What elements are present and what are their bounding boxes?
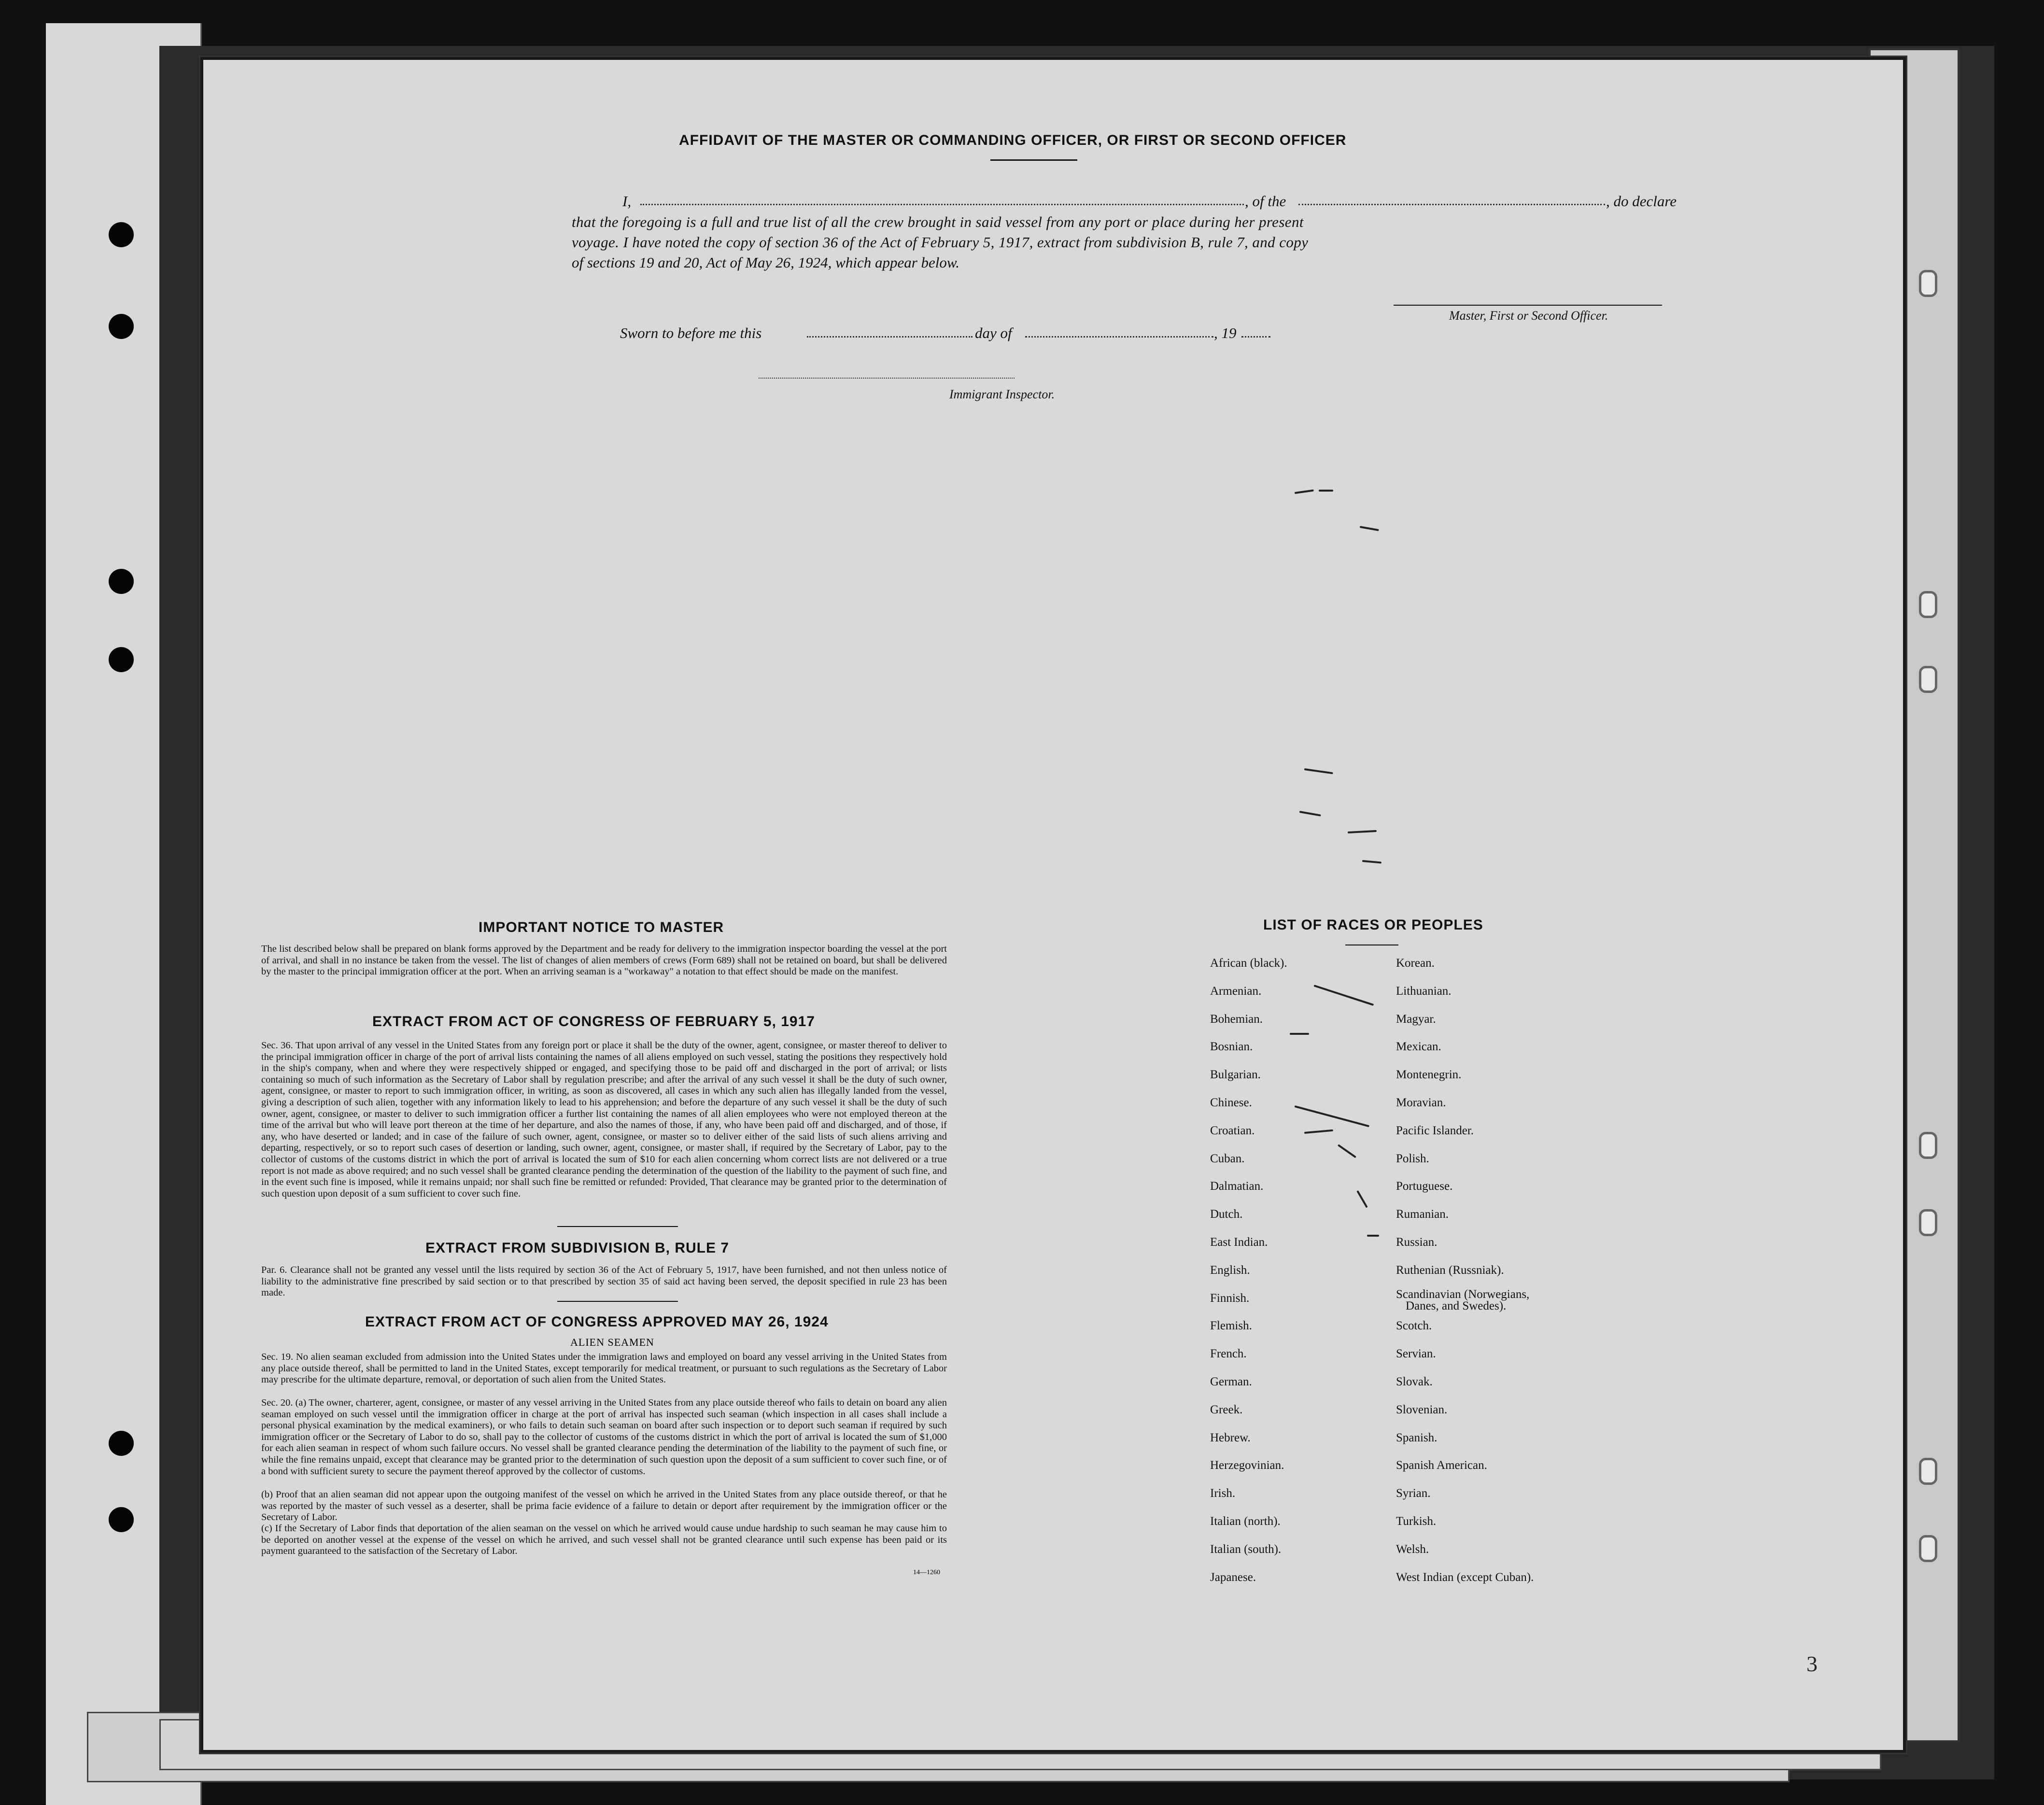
race-item: Hebrew. bbox=[1210, 1431, 1251, 1444]
race-item: Croatian. bbox=[1210, 1124, 1255, 1137]
extract-1917-title: EXTRACT FROM ACT OF CONGRESS OF FEBRUARY 5, 1917 bbox=[372, 1014, 815, 1029]
race-item: Scandinavian (Norwegians, bbox=[1396, 1287, 1530, 1301]
rule7-text: Par. 6. Clearance shall not be granted any vessel until the lists required by section 36 of the Act of February 5, 1917, have been furnished, and not then unless notice of liability to the administrative fine prescribed by said section or to that prescribed by section 35 of said act having been served, the deposit specified in rule 23 has been made. bbox=[261, 1265, 947, 1298]
stray-mark bbox=[1356, 1190, 1367, 1208]
affidavit-title: AFFIDAVIT OF THE MASTER OR COMMANDING OFFICER, OR FIRST OR SECOND OFFICER bbox=[679, 132, 1347, 148]
master-label: Master, First or Second Officer. bbox=[1449, 309, 1608, 323]
stray-mark bbox=[1304, 1129, 1333, 1134]
race-item: Bosnian. bbox=[1210, 1040, 1253, 1054]
race-item: Moravian. bbox=[1396, 1096, 1446, 1109]
binder-ring bbox=[1919, 270, 1937, 297]
race-item: Mexican. bbox=[1396, 1040, 1441, 1054]
inspector-signature-line bbox=[759, 378, 1015, 379]
race-item: African (black). bbox=[1210, 957, 1287, 970]
race-item: Dalmatian. bbox=[1210, 1180, 1264, 1193]
punch-hole bbox=[109, 1507, 134, 1532]
punch-hole bbox=[109, 647, 134, 672]
affidavit-declare: , do declare bbox=[1606, 193, 1677, 210]
race-item: Turkish. bbox=[1396, 1515, 1437, 1528]
race-item: German. bbox=[1210, 1375, 1252, 1388]
punch-hole bbox=[109, 1431, 134, 1456]
margin-mark: 3 bbox=[1806, 1651, 1818, 1676]
race-item: Korean. bbox=[1396, 957, 1435, 970]
stray-mark bbox=[1348, 830, 1377, 833]
section-rule bbox=[557, 1226, 678, 1227]
rule7-title: EXTRACT FROM SUBDIVISION B, RULE 7 bbox=[425, 1240, 730, 1256]
title-underline bbox=[990, 159, 1077, 161]
binder-ring bbox=[1919, 1535, 1937, 1562]
stray-mark bbox=[1295, 489, 1314, 494]
stray-mark bbox=[1290, 1033, 1309, 1035]
race-item: Chinese. bbox=[1210, 1096, 1252, 1109]
affidavit-i: I, bbox=[622, 193, 632, 210]
sec20c-text: (c) If the Secretary of Labor finds that deportation of the alien seaman on the vessel on which he arrived would cause undue hardship to such seaman he may cause him to be deported on another vessel at the expense of the vessel on which he arrived, and such vessel shall not be granted clearance until such expense has been paid or its payment guaranteed to the satisfaction of the Secretary of Labor. bbox=[261, 1523, 947, 1557]
stray-mark bbox=[1319, 490, 1333, 492]
race-item: Montenegrin. bbox=[1396, 1068, 1462, 1082]
sec20a-text: Sec. 20. (a) The owner, charterer, agent, consignee, or master of any vessel arriving in the United States from any place outside thereof who fails to detain on board any alien seaman employed on such vessel until the immigration officer in charge at the port of arrival has inspected such seaman (which inspection in all cases shall include a personal physical examination by the medical examiners), or who fails to detain such seaman on board after such inspection or to deport such seaman if required by such immigration officer or the Secretary of Labor to do so, shall pay to the collector of customs of the customs district in which the port of arrival is located the sum of $1,000 for each alien seaman in respect of whom such failure occurs. No vessel shall be granted clearance pending the determination of the liability to the payment of such fine, or while the fine remains unpaid, except that clearance may be granted prior to the determination of such question upon the deposit of a sum sufficient to cover such fine, or of a bond with sufficient surety to secure the payment thereof approved by the collector of customs. bbox=[261, 1397, 947, 1477]
race-item: Armenian. bbox=[1210, 984, 1262, 998]
race-item: Magyar. bbox=[1396, 1012, 1436, 1026]
affidavit-line4: of sections 19 and 20, Act of May 26, 1924, which appear below. bbox=[572, 254, 960, 271]
year-blank bbox=[1241, 336, 1270, 338]
binder-ring bbox=[1919, 591, 1937, 618]
race-item: Herzegovinian. bbox=[1210, 1459, 1284, 1472]
binder-ring bbox=[1919, 1209, 1937, 1236]
race-item: Rumanian. bbox=[1396, 1208, 1449, 1221]
sec20b-text: (b) Proof that an alien seaman did not appear upon the outgoing manifest of the vessel on which he arrived in the United States from any place outside thereof, or that he was reported by the master of such vessel as a deserter, shall be prima facie evidence of a failure to detain or deport after requirement by the immigration officer or the Secretary of Labor. bbox=[261, 1489, 947, 1523]
punch-hole bbox=[109, 569, 134, 594]
race-item: Italian (south). bbox=[1210, 1542, 1282, 1556]
affidavit-of-the: , of the bbox=[1245, 193, 1286, 210]
race-item: Spanish. bbox=[1396, 1431, 1438, 1444]
stray-mark bbox=[1360, 526, 1379, 531]
race-item: Greek. bbox=[1210, 1403, 1243, 1416]
race-item: West Indian (except Cuban). bbox=[1396, 1570, 1534, 1584]
race-item: Pacific Islander. bbox=[1396, 1124, 1474, 1137]
race-item: Scotch. bbox=[1396, 1319, 1432, 1333]
name-blank bbox=[640, 204, 1244, 205]
sworn-prefix: Sworn to before me this bbox=[620, 324, 762, 341]
month-blank bbox=[1025, 336, 1213, 338]
notice-text: The list described below shall be prepared on blank forms approved by the Department and be ready for delivery to the immigration inspector boarding the vessel at the port of arrival, and shall in no instance be taken from the vessel. The list of changes of alien members of crews (Form 689) shall not be retained on board, but shall be delivered by the master to the principal immigration officer at the port. When an arriving seaman is a "workaway" a notation to that effect should be made on the manifest. bbox=[261, 944, 947, 977]
race-scandinavian-cont: Danes, and Swedes). bbox=[1406, 1299, 1507, 1312]
race-item: Dutch. bbox=[1210, 1208, 1243, 1221]
race-item: Slovak. bbox=[1396, 1375, 1433, 1388]
stray-mark bbox=[1338, 1144, 1356, 1158]
affidavit-line3: voyage. I have noted the copy of section 36 of the Act of February 5, 1917, extract from subdivision B, rule 7, and copy bbox=[572, 234, 1309, 251]
sworn-year: , 19 bbox=[1214, 324, 1237, 341]
race-item: Slovenian. bbox=[1396, 1403, 1448, 1416]
race-item: Flemish. bbox=[1210, 1319, 1252, 1333]
extract-1917-text: Sec. 36. That upon arrival of any vessel in the United States from any foreign port or place it shall be the duty of the owner, agent, consignee, or master thereof to deliver to the principal immigration officer in charge of the port of arrival lists containing the names of all aliens employed on such vessel, stating the positions they respectively hold in the ship's company, when and where they were respectively shipped or engaged, and specifying those to be paid off and discharged in the port of arrival; or lists containing so much of such information as the Secretary of Labor shall by regulation prescribe; and after the arrival of any such vessel it shall be the duty of such owner, agent, consignee, or master to report to such immigration officer, in writing, as soon as discovered, all cases in which any such alien has illegally landed from the vessel, giving a description of such alien, together with any information likely to lead to his apprehension; and before the departure of any such vessel it shall be the duty of such owner, agent, consignee, or master to deliver to such immigration officer a further list containing the names of all alien employees who were not employed thereon at the time of the arrival but who will leave port thereon at the time of her departure, and also the names of those, if any, who have been paid off and discharged, and of those, if any, who have deserted or landed; and in case of the failure of such owner, agent, consignee, or master so to deliver either of the said lists of such aliens arriving and departing, respectively, or so to report such cases of desertion or landing, such owner, agent, consignee, or master shall, if required by the Secretary of Labor, pay to the collector of customs of the customs district in which the port of arrival is located the sum of $10 for each alien concerning whom correct lists are not delivered or a true report is not made as above required; and no such vessel shall be granted clearance pending the determination of the question of the liability to the payment of such fine, and in the event such fine is imposed, while it remains unpaid; nor shall such fine be remitted or refunded: Provided, That clearance may be granted prior to the determination of such question upon deposit of a sum sufficient to cover such fine. bbox=[261, 1040, 947, 1199]
race-item: Servian. bbox=[1396, 1347, 1436, 1361]
stray-mark bbox=[1299, 811, 1321, 817]
race-item: English. bbox=[1210, 1263, 1250, 1277]
alien-seamen-subtitle: ALIEN SEAMEN bbox=[570, 1336, 654, 1348]
sworn-day-of: day of bbox=[975, 324, 1012, 341]
race-item: Lithuanian. bbox=[1396, 984, 1452, 998]
race-item: Japanese. bbox=[1210, 1570, 1256, 1584]
binder-ring bbox=[1919, 1458, 1937, 1485]
binder-ring bbox=[1919, 666, 1937, 693]
race-item: Bohemian. bbox=[1210, 1012, 1263, 1026]
affidavit-line2: that the foregoing is a full and true list of all the crew brought in said vessel from any port or place during her present bbox=[572, 213, 1304, 230]
day-blank bbox=[807, 336, 973, 338]
race-item: Welsh. bbox=[1396, 1542, 1429, 1556]
race-item: East Indian. bbox=[1210, 1236, 1268, 1249]
race-item: Ruthenian (Russniak). bbox=[1396, 1263, 1504, 1277]
race-item: Italian (north). bbox=[1210, 1515, 1281, 1528]
race-item: French. bbox=[1210, 1347, 1247, 1361]
race-item: Cuban. bbox=[1210, 1152, 1245, 1165]
race-item: Russian. bbox=[1396, 1236, 1438, 1249]
stray-mark bbox=[1367, 1235, 1379, 1237]
race-item: Polish. bbox=[1396, 1152, 1429, 1165]
race-item: Bulgarian. bbox=[1210, 1068, 1261, 1082]
sec19-text: Sec. 19. No alien seaman excluded from admission into the United States under the immigration laws and employed on board any vessel arriving in the United States from any place outside thereof, shall be permitted to land in the United States, except temporarily for medical treatment, or pursuant to such regulations as the Secretary of Labor may prescribe for the ultimate departure, removal, or deportation of such alien from the United States. bbox=[261, 1352, 947, 1385]
extract-1924-title: EXTRACT FROM ACT OF CONGRESS APPROVED MAY 26, 1924 bbox=[365, 1314, 829, 1330]
stray-mark bbox=[1294, 1105, 1369, 1127]
binder-ring bbox=[1919, 1132, 1937, 1159]
stray-mark bbox=[1304, 768, 1333, 774]
section-rule bbox=[557, 1301, 678, 1302]
form-number: 14—1260 bbox=[913, 1569, 940, 1576]
notice-title: IMPORTANT NOTICE TO MASTER bbox=[479, 919, 724, 935]
stray-mark bbox=[1313, 985, 1374, 1006]
race-item: Portuguese. bbox=[1396, 1180, 1453, 1193]
form-page bbox=[200, 57, 1906, 1753]
race-item: Spanish American. bbox=[1396, 1459, 1487, 1472]
punch-hole bbox=[109, 222, 134, 247]
race-item: Irish. bbox=[1210, 1487, 1236, 1500]
race-item: Finnish. bbox=[1210, 1291, 1250, 1305]
punch-hole bbox=[109, 314, 134, 339]
races-title: LIST OF RACES OR PEOPLES bbox=[1263, 917, 1483, 933]
race-item: Syrian. bbox=[1396, 1487, 1431, 1500]
signature-line bbox=[1394, 305, 1662, 306]
stray-mark bbox=[1362, 860, 1381, 863]
inspector-label: Immigrant Inspector. bbox=[949, 387, 1055, 401]
vessel-blank bbox=[1298, 204, 1605, 205]
